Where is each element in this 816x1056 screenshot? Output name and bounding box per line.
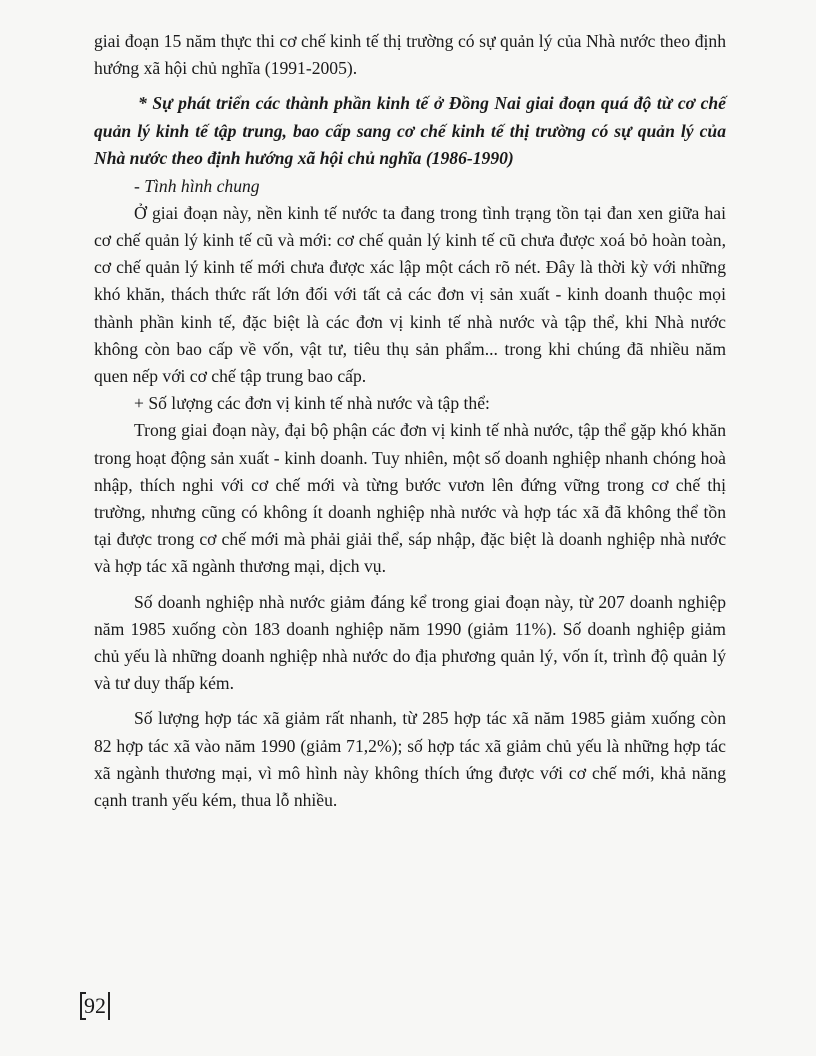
intro-paragraph: giai đoạn 15 năm thực thi cơ chế kinh tế thị trường có sự quản lý của Nhà nước theo định hướng xã hội chủ nghĩa (1991-2005). (94, 31, 726, 79)
paragraph-state-enterprises: Số doanh nghiệp nhà nước giảm đáng kể trong giai đoạn này, từ 207 doanh nghiệp năm 1985 xuống còn 183 doanh nghiệp năm 1990 (giảm 11%). Số doanh nghiệp giảm chủ yếu là những doanh nghiệp nhà nước do địa phương quản lý, vốn ít, trình độ quản lý và tư duy thấp kém. (94, 591, 726, 694)
section-heading: * Sự phát triển các thành phần kinh tế ở Đồng Nai giai đoạn quá độ từ cơ chế quản lý kinh tế tập trung, bao cấp sang cơ chế kinh tế thị trường có sự quản lý của Nhà nước theo định hướng xã hội chủ nghĩa (1986-1990) (94, 93, 726, 169)
paragraph-general-situation: Ở giai đoạn này, nền kinh tế nước ta đang trong tình trạng tồn tại đan xen giữa hai cơ chế quản lý kinh tế cũ và mới: cơ chế quản lý kinh tế cũ chưa được xoá bỏ hoàn toàn, cơ chế quản lý kinh tế mới chưa được xác lập một cách rõ nét. Đây là thời kỳ với những khó khăn, thách thức rất lớn đối với tất cả các đơn vị sản xuất - kinh doanh thuộc mọi thành phần kinh tế, đặc biệt là các đơn vị kinh tế nhà nước và tập thể, khi Nhà nước không còn bao cấp về vốn, vật tư, tiêu thụ sản phẩm... trong khi chúng đã nhiều năm quen nếp với cơ chế tập trung bao cấp. (94, 202, 726, 387)
page-number: 92 (80, 992, 110, 1020)
paragraph-cooperatives: Số lượng hợp tác xã giảm rất nhanh, từ 285 hợp tác xã năm 1985 giảm xuống còn 82 hợp tác xã vào năm 1990 (giảm 71,2%); số hợp tác xã giảm chủ yếu là những hợp tác xã ngành thương mại, vì mô hình này không thích ứng được với cơ chế mới, khả năng cạnh tranh yếu kém, thua lỗ nhiều. (94, 708, 726, 811)
page-body (94, 28, 726, 814)
subheading: - Tình hình chung (134, 175, 260, 196)
paragraph-difficulties: Trong giai đoạn này, đại bộ phận các đơn vị kinh tế nhà nước, tập thể gặp khó khăn trong hoạt động sản xuất - kinh doanh. Tuy nhiên, một số doanh nghiệp nhanh chóng hoà nhập, thích nghi với cơ chế mới và từng bước vươn lên đứng vững trong cơ chế thị trường, nhưng cũng có không ít doanh nghiệp nhà nước và hợp tác xã đã không thể tồn tại được trong cơ chế mới mà phải giải thể, sáp nhập, đặc biệt là doanh nghiệp nhà nước và hợp tác xã ngành thương mại, dịch vụ. (94, 420, 726, 577)
paragraph-unit-count-heading: + Số lượng các đơn vị kinh tế nhà nước và tập thể: (134, 393, 490, 414)
